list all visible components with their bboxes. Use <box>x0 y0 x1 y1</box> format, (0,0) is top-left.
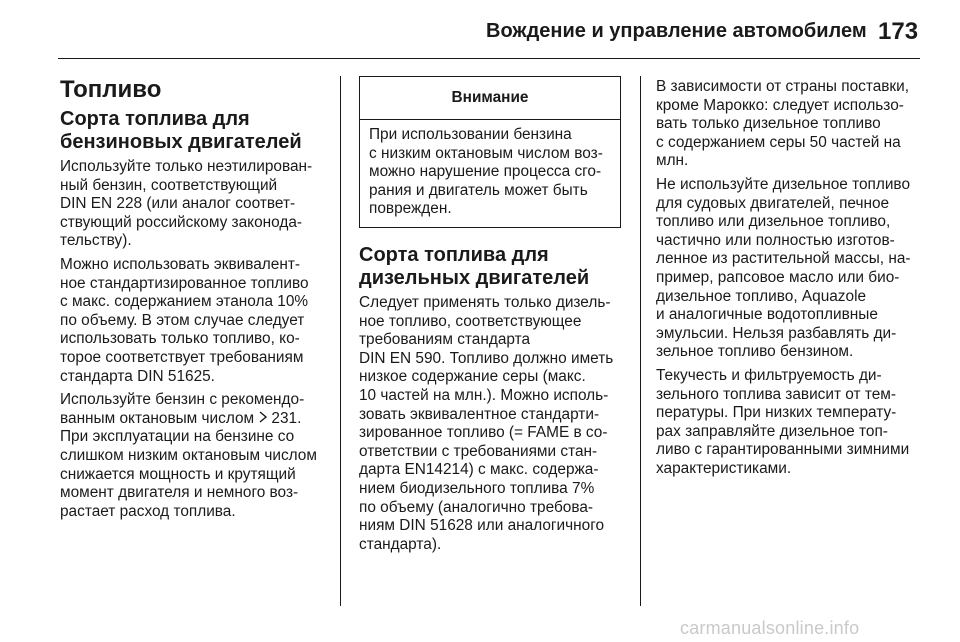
paragraph-octane <box>60 391 330 521</box>
warning-title: Внимание <box>360 77 620 120</box>
column-2 <box>359 76 623 559</box>
paragraph: Текучесть и фильтруемость ди- зельного топлива зависит от тем- пературы. При низких температу- рах заправляйте дизельное топ- ливо с гарантированными зимними характеристиками. <box>656 366 910 477</box>
warning-body <box>360 120 620 227</box>
header-rule <box>58 58 920 59</box>
column-1 <box>60 70 330 526</box>
watermark: carmanualsonline.info <box>680 618 860 638</box>
paragraph-text: При эксплуатации на бензине со слишком низким октановым числом снижается мощность и крутящий момент двигателя и немного воз- растает расход топлива. <box>60 428 317 520</box>
page-number: 173 <box>878 18 919 45</box>
column-3 <box>656 78 922 483</box>
section-title: Топливо <box>60 76 162 103</box>
paragraph: Можно использовать эквивалент- ное стандартизированное топливо с макс. содержанием этанола 10% по объему. В этом случае следует использовать только топливо, ко- торое соответствует требованиям стандарта DIN 51625. <box>60 255 309 385</box>
subsection-title-diesel: Сорта топлива для дизельных двигателей <box>359 243 590 289</box>
paragraph: Используйте только неэтилирован- ный бензин, соответствующий DIN EN 228 (или аналог соответ- ствующий российскому законода- тельству). <box>60 158 313 250</box>
page-reference-icon <box>258 410 268 424</box>
warning-box <box>359 76 621 228</box>
header-title: Вождение и управление автомобилем <box>486 20 867 42</box>
paragraph: Следует применять только дизель- ное топливо, соответствующее требованиям стандарта DIN EN 590. Топливо должно иметь низкое содержание серы (макс. 10 частей на млн.). Можно исполь- зовать эквивалентное стандарти- зированное топливо (= FAME в со- ответствии с требованиями стан- дарта EN14214) с макс. содержа- нием биодизельного топлива 7% по объему (аналогично требова- ниям DIN 51628 или аналогичного стандарта). <box>359 293 614 553</box>
paragraph: В зависимости от страны поставки, кроме Марокко: следует использо- вать только дизельное топливо с содержанием серы 50 частей на млн. <box>656 78 910 170</box>
paragraph: Не используйте дизельное топливо для судовых двигателей, печное топливо или дизельное топливо, частично или полностью изготов- ленное из растительной массы, на- пример, рапсовое масло или био- дизельное топливо, Aquazole и аналогичные водотопливные эмульсии. Нельзя разбавлять ди- зельное топливо бензином. <box>656 175 911 361</box>
paragraph-text: Используйте бензин с рекомендо- ванным октановым числом <box>60 391 305 427</box>
warning-text: При использовании бензина с низким октановым числом воз- можно нарушение процесса сго- рания и двигатель может быть поврежден. <box>369 126 603 218</box>
subsection-title-petrol: Сорта топлива для бензиновых двигателей <box>60 108 302 153</box>
column-divider-right <box>640 76 641 606</box>
column-divider-left <box>340 76 341 606</box>
page-reference-link[interactable]: 231. <box>271 409 302 427</box>
